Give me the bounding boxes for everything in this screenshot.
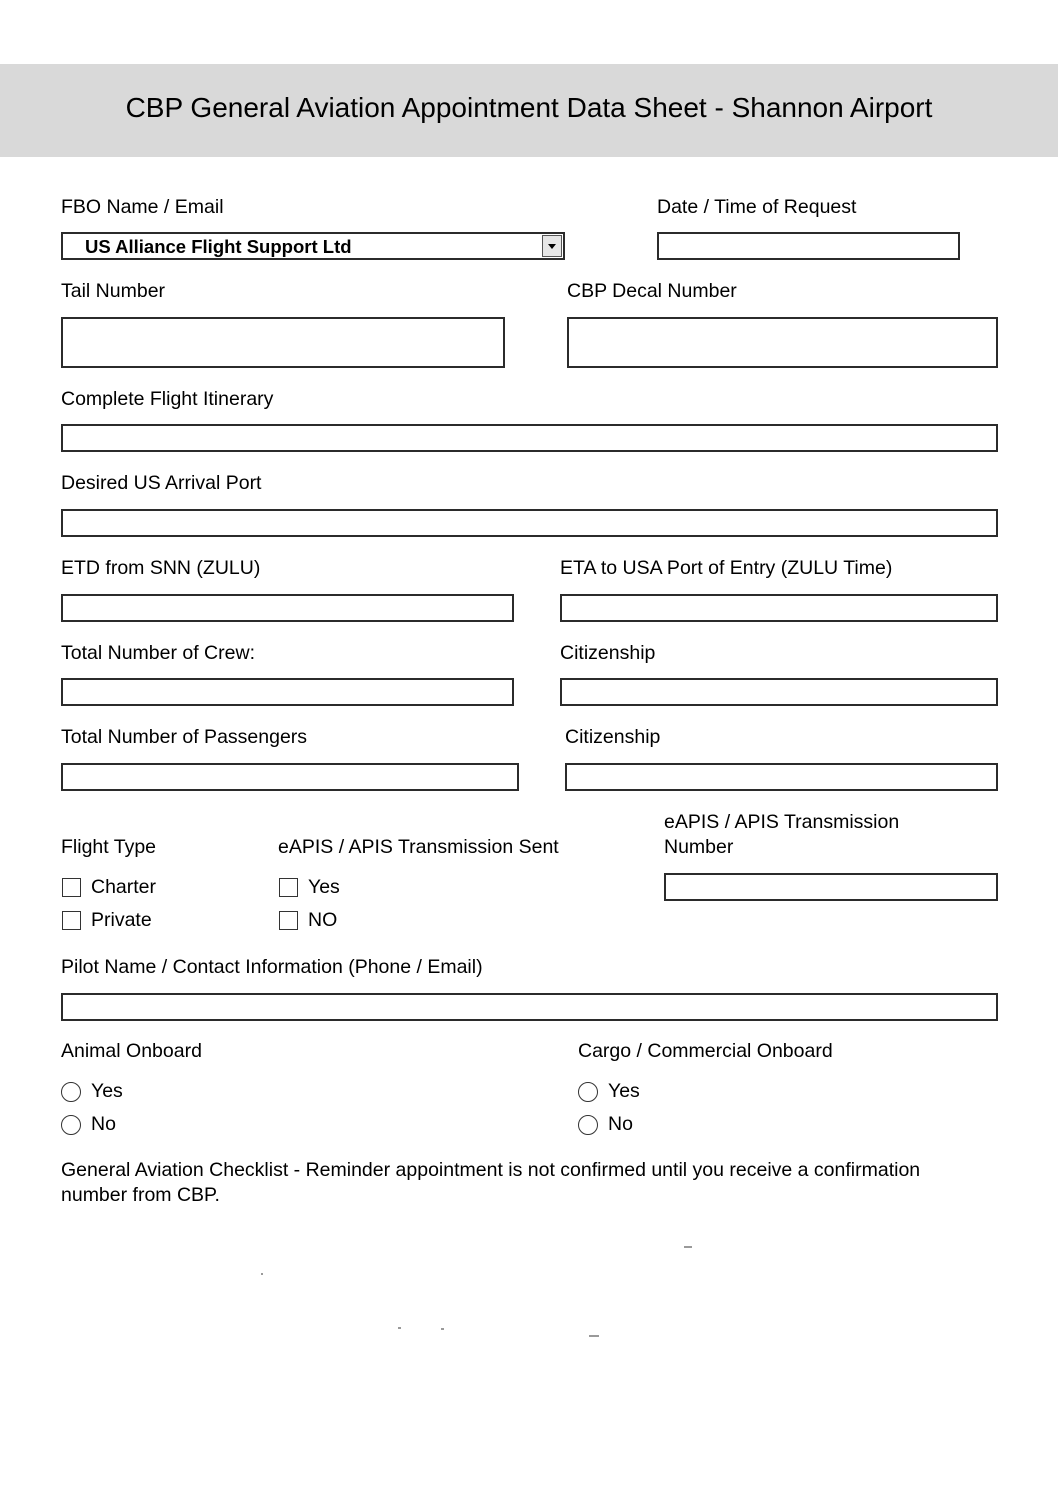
date-time-label: Date / Time of Request (657, 196, 857, 218)
animal-yes-label: Yes (91, 1080, 123, 1102)
apis-sent-yes-checkbox[interactable] (279, 878, 298, 897)
itinerary-label: Complete Flight Itinerary (61, 388, 274, 410)
apis-sent-no-label: NO (308, 909, 338, 931)
passenger-count-label: Total Number of Passengers (61, 726, 308, 748)
scan-artifact (261, 1273, 263, 1275)
etd-field[interactable] (61, 594, 514, 622)
decal-number-label: CBP Decal Number (567, 280, 737, 302)
apis-number-label-line2: Number (664, 836, 734, 858)
page-title: CBP General Aviation Appointment Data Sheet - Shannon Airport (125, 92, 933, 123)
scan-artifact (684, 1246, 692, 1248)
apis-number-label-line1: eAPIS / APIS Transmission (664, 811, 900, 833)
animal-no-radio[interactable] (61, 1115, 81, 1135)
tail-number-field[interactable] (61, 317, 505, 368)
animal-no-label: No (91, 1113, 116, 1135)
apis-sent-label: eAPIS / APIS Transmission Sent (278, 836, 559, 858)
charter-checkbox[interactable] (62, 878, 81, 897)
animal-yes-radio[interactable] (61, 1082, 81, 1102)
cargo-onboard-label: Cargo / Commercial Onboard (578, 1040, 833, 1062)
passenger-count-field[interactable] (61, 763, 519, 791)
itinerary-field[interactable] (61, 424, 998, 452)
animal-onboard-label: Animal Onboard (61, 1040, 202, 1062)
crew-count-field[interactable] (61, 678, 514, 706)
eta-label: ETA to USA Port of Entry (ZULU Time) (560, 557, 893, 579)
cargo-no-radio[interactable] (578, 1115, 598, 1135)
crew-citizenship-label: Citizenship (560, 642, 656, 664)
cargo-no-label: No (608, 1113, 633, 1135)
arrival-port-label: Desired US Arrival Port (61, 472, 262, 494)
passenger-citizenship-label: Citizenship (565, 726, 661, 748)
arrival-port-field[interactable] (61, 509, 998, 537)
tail-number-label: Tail Number (61, 280, 166, 302)
checklist-note: General Aviation Checklist - Reminder appointment is not confirmed until you receive a confirmation number from CBP. (61, 1159, 921, 1206)
passenger-citizenship-field[interactable] (565, 763, 998, 791)
crew-count-label: Total Number of Crew: (61, 642, 255, 664)
date-time-field[interactable] (657, 232, 960, 260)
etd-label: ETD from SNN (ZULU) (61, 557, 261, 579)
flight-type-label: Flight Type (61, 836, 157, 858)
pilot-contact-field[interactable] (61, 993, 998, 1021)
apis-sent-no-checkbox[interactable] (279, 911, 298, 930)
fbo-select[interactable] (61, 232, 565, 260)
eta-field[interactable] (560, 594, 998, 622)
dropdown-button[interactable] (542, 235, 562, 257)
crew-citizenship-field[interactable] (560, 678, 998, 706)
private-checkbox[interactable] (62, 911, 81, 930)
charter-label: Charter (91, 876, 157, 898)
decal-number-field[interactable] (567, 317, 998, 368)
private-label: Private (91, 909, 152, 931)
scan-artifact (398, 1327, 401, 1329)
scan-artifact (441, 1328, 444, 1330)
cargo-yes-radio[interactable] (578, 1082, 598, 1102)
apis-number-field[interactable] (664, 873, 998, 901)
scan-artifact (589, 1335, 599, 1337)
chevron-down-icon (543, 236, 561, 256)
fbo-label: FBO Name / Email (61, 196, 224, 218)
cargo-yes-label: Yes (608, 1080, 640, 1102)
pilot-contact-label: Pilot Name / Contact Information (Phone / Email) (61, 956, 483, 978)
fbo-selected-value: US Alliance Flight Support Ltd (85, 236, 352, 257)
apis-sent-yes-label: Yes (308, 876, 340, 898)
